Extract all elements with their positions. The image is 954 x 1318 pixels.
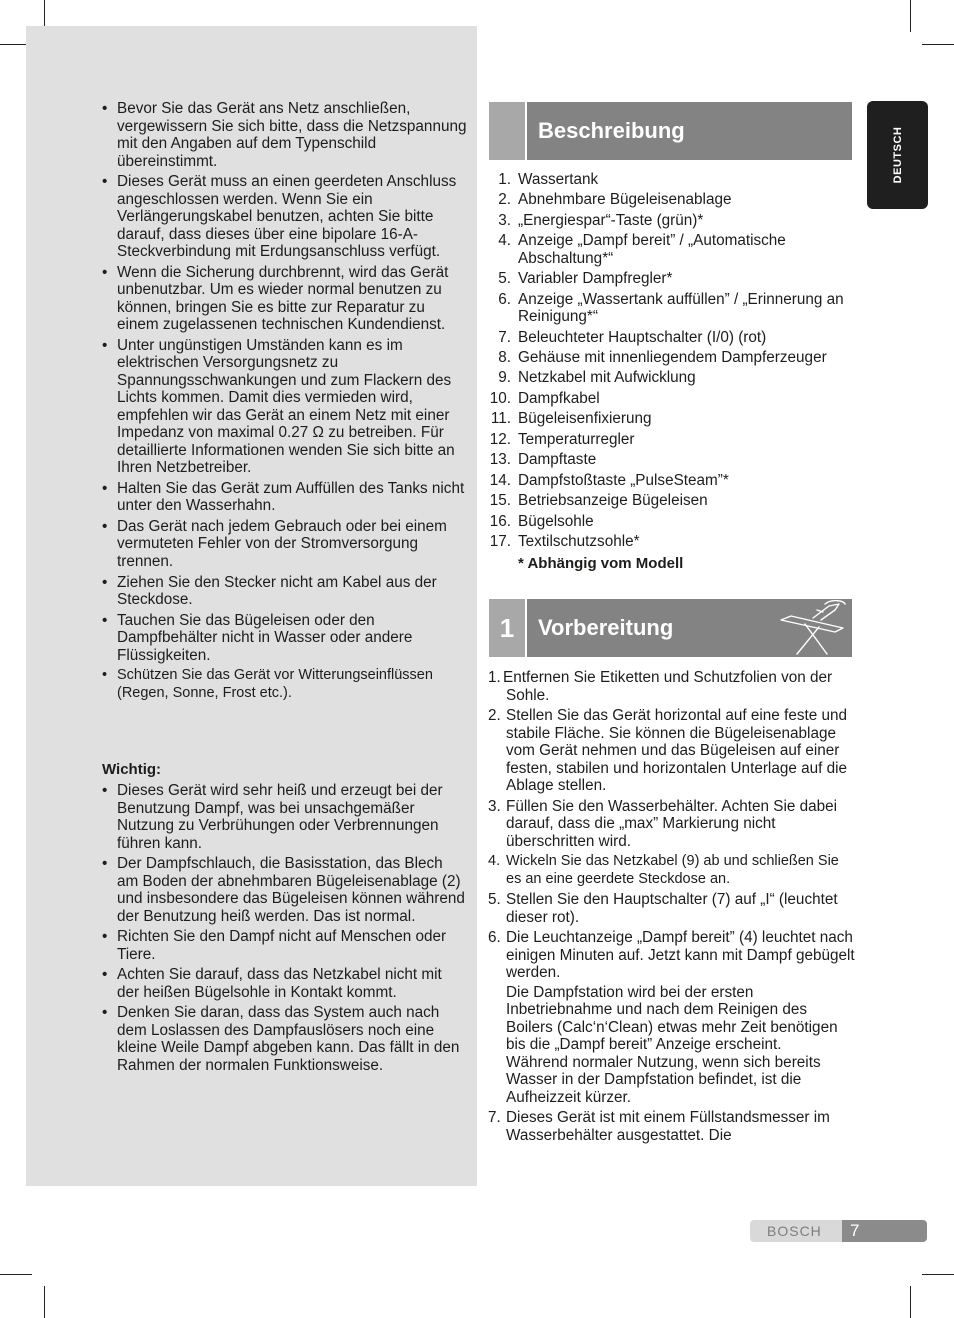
item-text: Beleuchteter Hauptschalter (I/0) (rot) (518, 328, 767, 346)
language-tab (867, 101, 928, 209)
item-number: 12. (489, 430, 511, 448)
safety-list (102, 100, 468, 705)
step-text: Entfernen Sie Etiketten und Schutzfolien von der Sohle. (503, 669, 833, 704)
step-text: Dieses Gerät ist mit einem Füllstandsmesser im Wasserbehälter ausgestattet. Die (506, 1109, 830, 1144)
list-item (489, 191, 859, 208)
list-item (488, 669, 856, 704)
crop-mark (922, 1274, 954, 1275)
warning-list (102, 782, 468, 1077)
step-number: 5. (488, 891, 501, 908)
list-item: • Schützen Sie das Gerät vor Witterungseinflüssen (Regen, Sonne, Frost etc.). (102, 667, 468, 702)
page-number: 7 (842, 1220, 927, 1242)
section-title: Beschreibung (538, 118, 685, 143)
list-item: • Halten Sie das Gerät zum Auffüllen des Tanks nicht unter den Wasserhahn. (102, 480, 468, 515)
crop-mark (922, 44, 954, 45)
warning-title: Wichtig: (102, 761, 162, 778)
step-number: 3. (488, 797, 501, 815)
step-number: 2. (488, 707, 501, 724)
brand-label: BOSCH (750, 1220, 842, 1242)
item-number: 15. (489, 492, 511, 510)
item-number: 9. (498, 369, 511, 387)
list-item (489, 291, 859, 326)
item-number: 6. (498, 290, 511, 308)
crop-mark (44, 1286, 45, 1318)
list-item: • Der Dampfschlauch, die Basisstation, das Blech am Boden der abnehmbaren Bügeleisenablage (2) und insbesondere das Bügeleisen können während der Benutzung heiß werden. Das ist normal. (102, 855, 468, 925)
list-item (488, 891, 856, 926)
list-item (488, 929, 856, 1106)
item-number: 2. (498, 191, 511, 209)
step-text: Stellen Sie den Hauptschalter (7) auf „I“ (leuchtet dieser rot). (506, 891, 838, 926)
parts-list (489, 171, 859, 554)
item-number: 17. (489, 533, 511, 551)
list-item: • Unter ungünstigen Umständen kann es im elektrischen Versorgungsnetz zu Spannungsschwankungen und zum Flackern des Lichts kommen. Damit dies vermieden wird, empfehlen wir das Gerät an einem Netz mit einer Impedanz von maximal 0.27 Ω zu betreiben. Für detaillierte Informationen wenden Sie sich bitte an Ihren Netzbetreiber. (102, 337, 468, 477)
step-text: Während normaler Nutzung, wenn sich bereits Wasser in der Dampfstation befindet, ist die Aufheizzeit kürzer. (506, 1053, 821, 1106)
item-text: Temperaturregler (518, 430, 635, 448)
list-item (489, 513, 859, 530)
item-text: Dampfstoßtaste „PulseSteam”* (518, 471, 729, 489)
list-item (489, 451, 859, 468)
crop-mark (910, 1286, 911, 1318)
section-title: Vorbereitung (538, 615, 674, 640)
item-text: Gehäuse mit innenliegendem Dampferzeuger (518, 348, 827, 366)
item-number: 3. (498, 211, 511, 229)
section-number: 1 (489, 599, 525, 657)
step-number: 7. (488, 1109, 501, 1126)
item-text: Wassertank (518, 171, 599, 188)
list-item (489, 390, 859, 407)
list-item (488, 853, 856, 888)
list-item: • Richten Sie den Dampf nicht auf Menschen oder Tiere. (102, 928, 468, 963)
item-text: Anzeige „Wassertank auffüllen” / „Erinnerung an Reinigung*“ (518, 290, 844, 326)
item-number: 10. (489, 389, 511, 407)
list-item: • Denken Sie daran, dass das System auch nach dem Loslassen des Dampfauslösers noch eine kleine Weile Dampf abgeben kann. Das fällt in den Rahmen der normalen Funktionsweise. (102, 1004, 468, 1074)
list-item (489, 492, 859, 509)
item-number: 7. (498, 328, 511, 346)
list-item (489, 431, 859, 448)
item-number: 1. (498, 171, 511, 188)
item-text: Betriebsanzeige Bügeleisen (518, 492, 708, 510)
list-item (489, 270, 859, 287)
step-text: Wickeln Sie das Netzkabel (9) ab und schließen Sie es an eine geerdete Steckdose an. (506, 853, 839, 887)
list-item (488, 798, 856, 851)
item-text: Bügelsohle (518, 512, 594, 530)
step-text: Stellen Sie das Gerät horizontal auf eine feste und stabile Fläche. Sie können die Bügeleisenablage vom Gerät nehmen und das Bügeleisen auf einer festen, stabilen und horizontalen Unterlage auf die Ablage stellen. (506, 707, 848, 794)
item-text: Dampftaste (518, 451, 597, 469)
item-text: Abnehmbare Bügeleisenablage (518, 191, 732, 209)
item-number: 5. (498, 270, 511, 288)
preparation-steps (488, 669, 856, 1147)
language-label: DEUTSCH (891, 126, 904, 184)
item-number: 8. (498, 348, 511, 366)
list-item: • Tauchen Sie das Bügeleisen oder den Dampfbehälter nicht in Wasser oder andere Flüssigkeiten. (102, 612, 468, 665)
list-item (489, 533, 859, 550)
item-text: Variabler Dampfregler* (518, 270, 673, 288)
model-footnote: * Abhängig vom Modell (518, 555, 684, 572)
item-text: Netzkabel mit Aufwicklung (518, 369, 696, 387)
preparation-header (489, 599, 852, 657)
list-item (489, 171, 859, 188)
list-item (488, 707, 856, 795)
list-item (489, 232, 859, 267)
item-text: Anzeige „Dampf bereit” / „Automatische Abschaltung*“ (518, 232, 786, 267)
item-number: 4. (498, 232, 511, 250)
item-text: Textilschutzsohle* (518, 533, 640, 551)
list-item: • Ziehen Sie den Stecker nicht am Kabel aus der Steckdose. (102, 574, 468, 609)
list-item: • Bevor Sie das Gerät ans Netz anschließen, vergewissern Sie sich bitte, dass die Netzspannung mit den Angaben auf dem Typenschild übereinstimmt. (102, 100, 468, 170)
list-item: • Achten Sie darauf, dass das Netzkabel nicht mit der heißen Bügelsohle in Kontakt kommt. (102, 966, 468, 1001)
list-item: • Dieses Gerät wird sehr heiß und erzeugt bei der Benutzung Dampf, was bei unsachgemäßer Nutzung zu Verbrühungen oder Verbrennungen führen kann. (102, 782, 468, 852)
step-text: Die Dampfstation wird bei der ersten Inbetriebnahme und nach dem Reinigen des Boilers (Calc‘n‘Clean) etwas mehr Zeit benötigen bis die „Dampf bereit” Anzeige erscheint. (506, 983, 838, 1053)
list-item (489, 472, 859, 489)
step-number: 1. (488, 669, 501, 686)
item-text: Dampfkabel (518, 389, 600, 407)
step-number: 6. (488, 929, 501, 946)
item-text: Bügeleisenfixierung (518, 410, 652, 428)
item-number: 14. (489, 471, 511, 489)
list-item: • Das Gerät nach jedem Gebrauch oder bei einem vermuteten Fehler von der Stromversorgung trennen. (102, 518, 468, 571)
list-item (489, 212, 859, 229)
list-item (488, 1109, 856, 1144)
item-number: 13. (489, 451, 511, 469)
item-number: 11. (490, 410, 511, 428)
item-number: 16. (489, 512, 511, 530)
step-text: Die Leuchtanzeige „Dampf bereit” (4) leuchtet nach einigen Minuten auf. Jetzt kann mit Dampf gebügelt werden. (506, 929, 855, 981)
list-item: • Wenn die Sicherung durchbrennt, wird das Gerät unbenutzbar. Um es wieder normal benutzen zu können, bringen Sie es bitte zur Reparatur zu einem zugelassenen technischen Kundendienst. (102, 264, 468, 334)
list-item (489, 410, 859, 427)
step-number: 4. (488, 853, 501, 869)
list-item (489, 329, 859, 346)
crop-mark (910, 0, 911, 32)
item-text: „Energiespar“-Taste (grün)* (518, 211, 704, 229)
section-tab (489, 102, 525, 160)
ironing-board-icon (777, 600, 849, 656)
crop-mark (0, 1274, 32, 1275)
list-item: • Dieses Gerät muss an einen geerdeten Anschluss angeschlossen werden. Wenn Sie ein Verlängerungskabel benutzen, achten Sie bitte darauf, dass dieses über eine bipolare 16-A-Steckverbindung mit Erdungsanschluss verfügt. (102, 173, 468, 261)
step-text: Füllen Sie den Wasserbehälter. Achten Sie dabei darauf, dass die „max” Markierung nicht überschritten wird. (506, 797, 838, 850)
list-item (489, 369, 859, 386)
list-item (489, 349, 859, 366)
description-header (489, 102, 852, 160)
